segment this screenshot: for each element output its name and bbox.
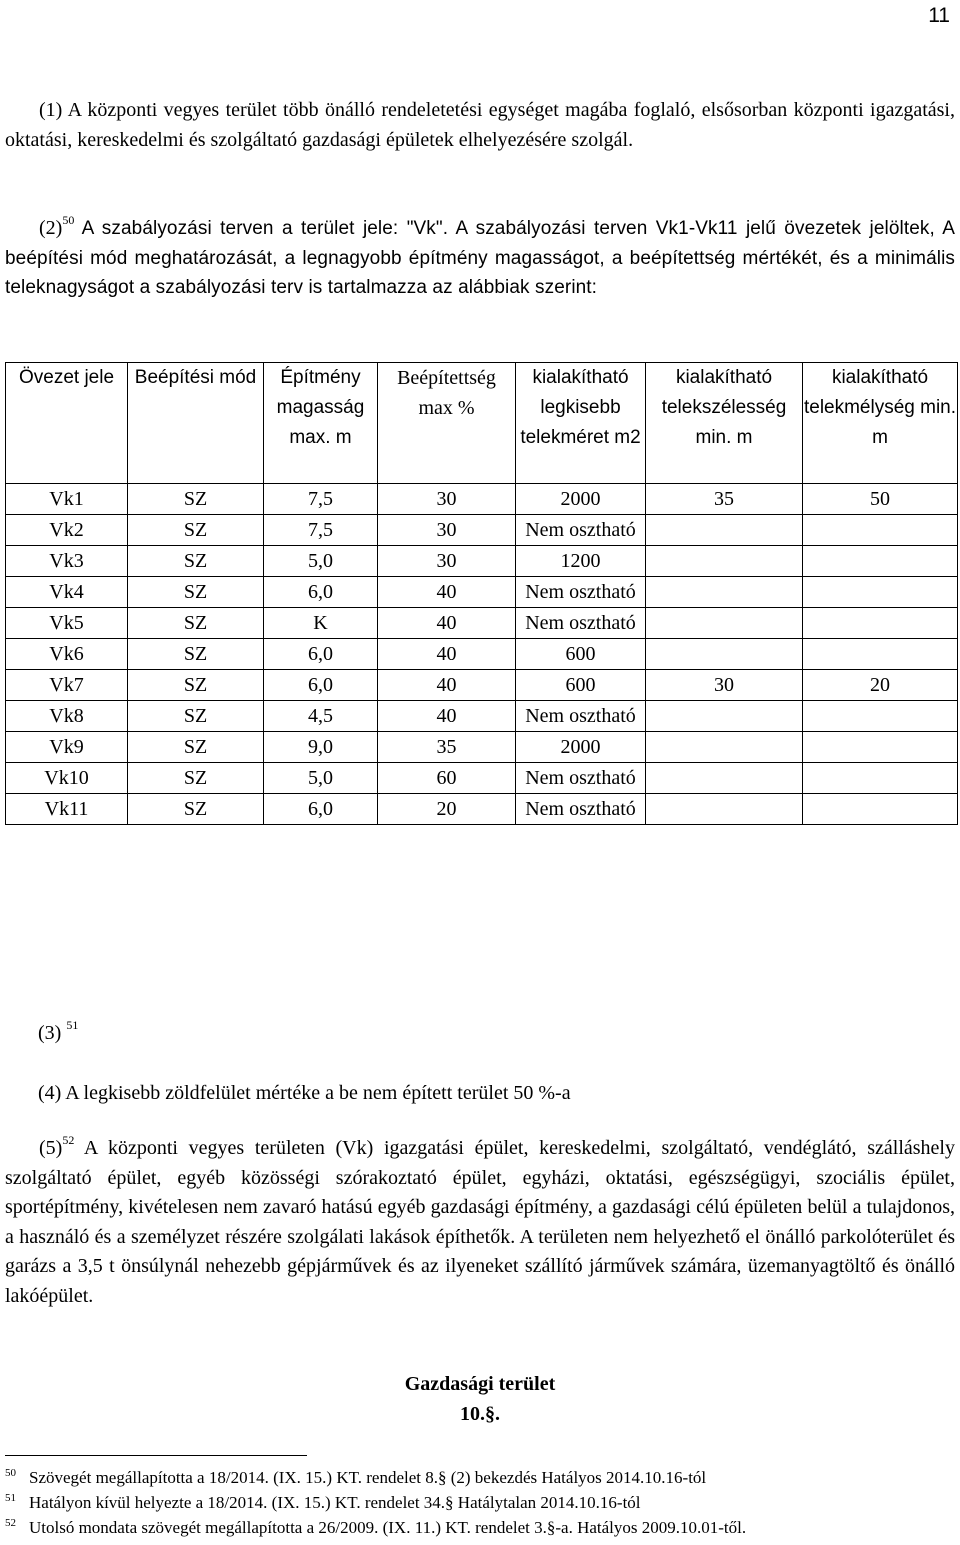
cell-mode: SZ <box>128 670 264 701</box>
cell-plot-size: Nem osztható <box>516 515 646 546</box>
item-5-prefix: (5) <box>39 1137 63 1159</box>
paragraph-1: (1) A központi vegyes terület több önálló rendeletetési egységet magába foglaló, elsősorban központi igazgatási, oktatási, kereskedelmi és szolgáltató gazdasági épületek elhelyezésére szolgál. <box>5 99 955 151</box>
footnote-52: 52 Utolsó mondata szövegét megállapította a 26/2009. (IX. 11.) KT. rendelet 3.§-a. Hatályos 2009.10.01-től. <box>5 1517 747 1537</box>
cell-mode: SZ <box>128 732 264 763</box>
page-number: 11 <box>928 4 950 27</box>
header-height: Építmény magasság max. m <box>264 363 378 484</box>
footnote-ref-50[interactable]: 50 <box>62 213 75 227</box>
table-row <box>6 546 958 577</box>
footnote-50: 50 Szövegét megállapította a 18/2014. (IX. 15.) KT. rendelet 8.§ (2) bekezdés Hatályos 2014.10.16-tól <box>5 1467 707 1487</box>
cell-plot-width <box>646 794 803 825</box>
cell-coverage: 40 <box>378 670 516 701</box>
cell-mode: SZ <box>128 546 264 577</box>
header-plot-depth: kialakítható telekmélység min. m <box>803 363 958 484</box>
cell-plot-depth <box>803 577 958 608</box>
section-number: 10.§. <box>460 1403 500 1425</box>
cell-height: K <box>264 608 378 639</box>
cell-zone: Vk6 <box>6 639 128 670</box>
cell-plot-size: 600 <box>516 670 646 701</box>
cell-mode: SZ <box>128 515 264 546</box>
cell-zone: Vk9 <box>6 732 128 763</box>
footnote-text: Szövegét megállapította a 18/2014. (IX. 15.) KT. rendelet 8.§ (2) bekezdés Hatályos 2014.10.16-tól <box>29 1468 707 1487</box>
cell-height: 5,0 <box>264 546 378 577</box>
cell-coverage: 40 <box>378 577 516 608</box>
cell-plot-depth <box>803 794 958 825</box>
paragraph-2-prefix: (2) <box>39 217 63 239</box>
table-row <box>6 484 958 515</box>
header-min-plot-size: kialakítható legkisebb telekméret m2 <box>516 363 646 484</box>
cell-plot-size: Nem osztható <box>516 701 646 732</box>
item-5 <box>5 1134 955 1311</box>
cell-plot-depth <box>803 608 958 639</box>
cell-mode: SZ <box>128 794 264 825</box>
table-row <box>6 639 958 670</box>
cell-plot-width <box>646 608 803 639</box>
cell-zone: Vk8 <box>6 701 128 732</box>
cell-zone: Vk11 <box>6 794 128 825</box>
header-zone: Övezet jele <box>6 363 128 484</box>
cell-plot-size: Nem osztható <box>516 608 646 639</box>
header-plot-width: kialakítható telekszélesség min. m <box>646 363 803 484</box>
cell-mode: SZ <box>128 608 264 639</box>
item-3 <box>38 1018 79 1045</box>
cell-plot-width: 30 <box>646 670 803 701</box>
cell-plot-depth <box>803 639 958 670</box>
cell-height: 7,5 <box>264 515 378 546</box>
cell-coverage: 30 <box>378 484 516 515</box>
footnote-text: Hatályon kívül helyezte a 18/2014. (IX. 15.) KT. rendelet 34.§ Hatálytalan 2014.10.16-tól <box>29 1493 641 1512</box>
cell-plot-depth <box>803 701 958 732</box>
item-5-text: A központi vegyes területen (Vk) igazgatási épület, kereskedelmi, szolgáltató, vendéglátó, szálláshely szolgáltató épület, egyéb közösségi szórakoztató épület, egyházi, oktatási, egészségügyi, szociális épület, sportépítmény, kivételesen nem zavaró hatású egyéb gazdasági építmény, a gazdasági célú épületen belül a tulajdonos, a használó és a személyzet részére szolgálati lakások építhetők. A területen nem helyezhető el önálló parkolóterület és garázs a 3,5 t önsúlynál nehezebb gépjárművek és az ilyeneket szállító járművek számára, üzemanyagtöltő és önálló lakóépület. <box>5 1137 955 1307</box>
cell-plot-width: 35 <box>646 484 803 515</box>
cell-zone: Vk1 <box>6 484 128 515</box>
cell-plot-width <box>646 577 803 608</box>
cell-coverage: 40 <box>378 639 516 670</box>
cell-plot-size: 2000 <box>516 732 646 763</box>
cell-plot-size: 1200 <box>516 546 646 577</box>
cell-zone: Vk2 <box>6 515 128 546</box>
cell-mode: SZ <box>128 701 264 732</box>
cell-plot-size: Nem osztható <box>516 763 646 794</box>
cell-zone: Vk10 <box>6 763 128 794</box>
cell-coverage: 40 <box>378 608 516 639</box>
footnote-51: 51 Hatályon kívül helyezte a 18/2014. (IX. 15.) KT. rendelet 34.§ Hatálytalan 2014.10.16-tól <box>5 1492 641 1512</box>
cell-plot-size: 600 <box>516 639 646 670</box>
cell-plot-width <box>646 701 803 732</box>
cell-zone: Vk5 <box>6 608 128 639</box>
footnote-divider <box>5 1455 307 1456</box>
cell-coverage: 40 <box>378 701 516 732</box>
cell-plot-depth <box>803 546 958 577</box>
cell-plot-width <box>646 732 803 763</box>
cell-plot-depth <box>803 732 958 763</box>
cell-height: 7,5 <box>264 484 378 515</box>
cell-height: 6,0 <box>264 639 378 670</box>
cell-coverage: 30 <box>378 515 516 546</box>
zone-table <box>5 362 958 825</box>
cell-zone: Vk4 <box>6 577 128 608</box>
cell-plot-width <box>646 639 803 670</box>
item-4: (4) A legkisebb zöldfelület mértéke a be nem épített terület 50 %-a <box>38 1082 571 1104</box>
cell-plot-width <box>646 546 803 577</box>
cell-plot-width <box>646 515 803 546</box>
footnote-text: Utolsó mondata szövegét megállapította a 26/2009. (IX. 11.) KT. rendelet 3.§-a. Hatályos 2009.10.01-től. <box>29 1518 747 1537</box>
footnote-ref-52[interactable]: 52 <box>62 1133 75 1147</box>
cell-plot-depth: 50 <box>803 484 958 515</box>
cell-height: 6,0 <box>264 670 378 701</box>
cell-coverage: 30 <box>378 546 516 577</box>
cell-zone: Vk7 <box>6 670 128 701</box>
cell-plot-width <box>646 763 803 794</box>
cell-plot-depth <box>803 515 958 546</box>
cell-coverage: 35 <box>378 732 516 763</box>
table-row <box>6 670 958 701</box>
cell-plot-size: 2000 <box>516 484 646 515</box>
cell-mode: SZ <box>128 639 264 670</box>
cell-height: 9,0 <box>264 732 378 763</box>
cell-mode: SZ <box>128 763 264 794</box>
cell-height: 6,0 <box>264 577 378 608</box>
cell-mode: SZ <box>128 577 264 608</box>
cell-plot-depth <box>803 763 958 794</box>
paragraph-2-text: A szabályozási terven a terület jele: "Vk". A szabályozási terven Vk1-Vk11 jelű övezetek jelöltek, A beépítési mód meghatározását, a legnagyobb építmény magasságot, a beépítettség mértékét, és a minimális teleknagyságot a szabályozási terv is tartalmazza az alábbiak szerint: <box>5 218 955 298</box>
table-header-row <box>6 363 958 484</box>
table-row <box>6 577 958 608</box>
paragraph-2 <box>5 214 955 303</box>
cell-height: 5,0 <box>264 763 378 794</box>
table-row <box>6 794 958 825</box>
header-building-mode: Beépítési mód <box>128 363 264 484</box>
item-3-prefix: (3) <box>38 1022 62 1044</box>
cell-coverage: 20 <box>378 794 516 825</box>
cell-coverage: 60 <box>378 763 516 794</box>
cell-mode: SZ <box>128 484 264 515</box>
cell-height: 6,0 <box>264 794 378 825</box>
cell-plot-size: Nem osztható <box>516 577 646 608</box>
cell-plot-depth: 20 <box>803 670 958 701</box>
cell-plot-size: Nem osztható <box>516 794 646 825</box>
table-row <box>6 763 958 794</box>
footnote-ref-51[interactable]: 51 <box>66 1018 79 1032</box>
table-row <box>6 608 958 639</box>
header-coverage: Beépítettség max % <box>378 363 516 484</box>
table-row <box>6 515 958 546</box>
table-row <box>6 732 958 763</box>
section-title: Gazdasági terület <box>404 1373 556 1395</box>
cell-height: 4,5 <box>264 701 378 732</box>
cell-zone: Vk3 <box>6 546 128 577</box>
table-row <box>6 701 958 732</box>
